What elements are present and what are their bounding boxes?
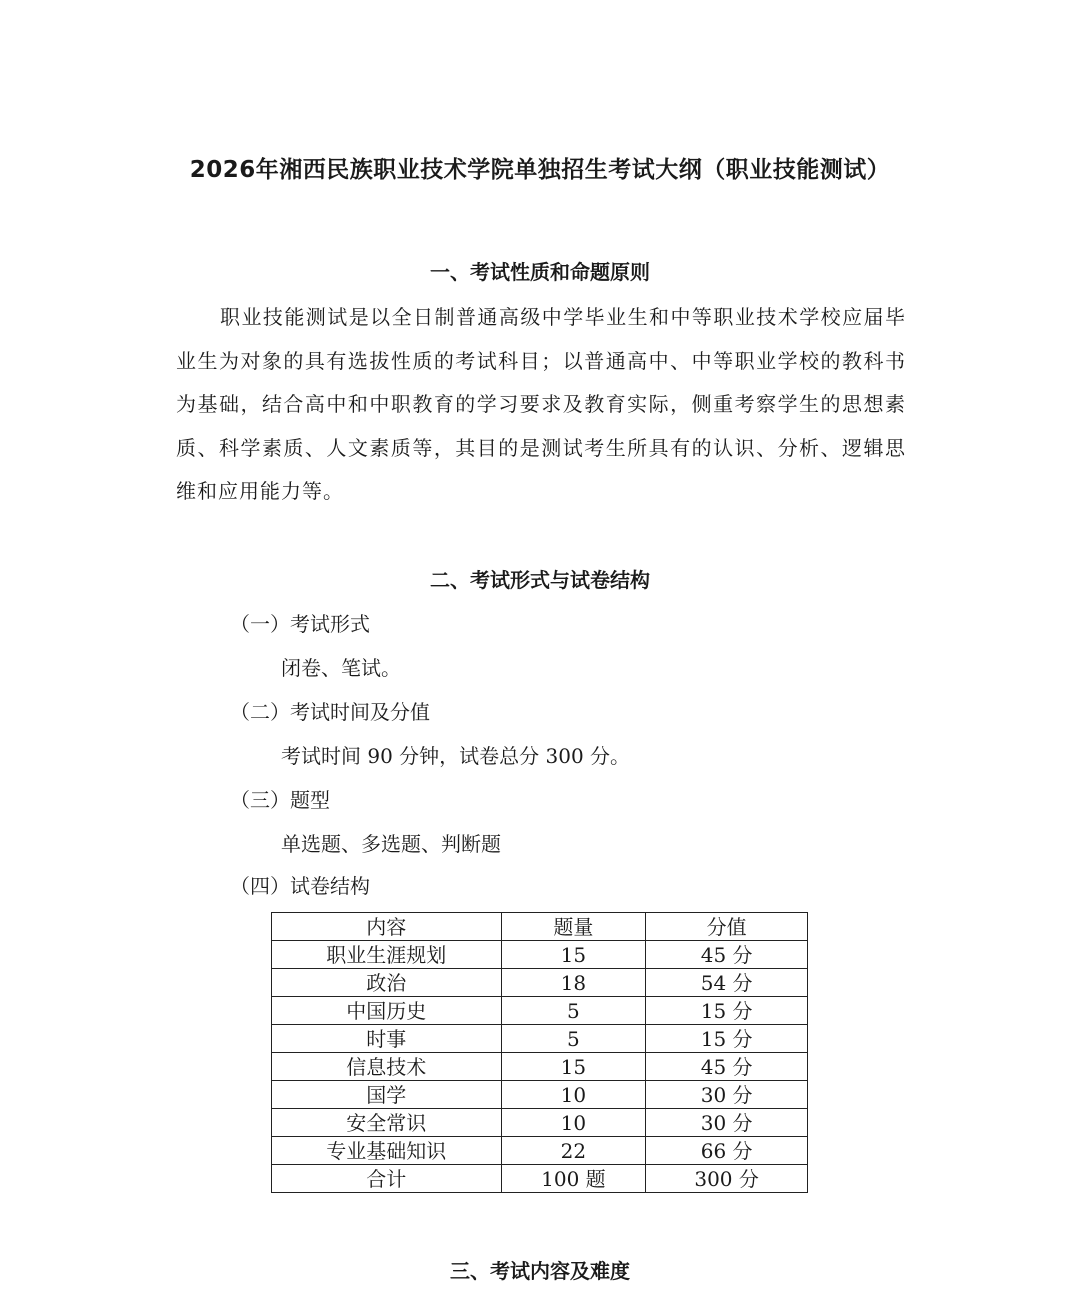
table-row [272,941,808,969]
subsection-heading-exam-form: （一）考试形式 [230,612,370,636]
table-cell-score: 66 分 [646,1137,808,1165]
table-cell-content: 中国历史 [272,997,502,1025]
table-header-row [272,913,808,941]
table-cell-count: 18 [501,969,646,997]
table-row [272,1137,808,1165]
table-cell-count: 5 [501,1025,646,1053]
table-cell-count: 100 题 [501,1165,646,1193]
section-heading-2: 二、考试形式与试卷结构 [430,568,650,592]
table-cell-score: 30 分 [646,1081,808,1109]
table-cell-score: 45 分 [646,1053,808,1081]
table-cell-content: 合计 [272,1165,502,1193]
table-cell-score: 15 分 [646,1025,808,1053]
table-cell-count: 15 [501,1053,646,1081]
table-cell-count: 10 [501,1081,646,1109]
table-cell-score: 300 分 [646,1165,808,1193]
table-cell-score: 30 分 [646,1109,808,1137]
table-row [272,1081,808,1109]
table-row [272,997,808,1025]
table-cell-content: 时事 [272,1025,502,1053]
intro-paragraph: 职业技能测试是以全日制普通高级中学毕业生和中等职业技术学校应届毕业生为对象的具有选拔性质的考试科目；以普通高中、中等职业学校的教科书为基础，结合高中和中职教育的学习要求及教育实际，侧重考察学生的思想素质、科学素质、人文素质等，其目的是测试考生所具有的认识、分析、逻辑思维和应用能力等。 [176,305,906,503]
subsection-body-exam-form: 闭卷、笔试。 [281,656,401,680]
table-cell-content: 信息技术 [272,1053,502,1081]
table-row [272,1109,808,1137]
table-row [272,969,808,997]
column-header-content: 内容 [272,913,502,941]
table-cell-score: 45 分 [646,941,808,969]
table-cell-content: 政治 [272,969,502,997]
paper-structure-table [271,912,808,1193]
table-cell-count: 15 [501,941,646,969]
document-title: 2026年湘西民族职业技术学院单独招生考试大纲（职业技能测试） [189,157,891,183]
subsection-body-question-types: 单选题、多选题、判断题 [281,832,501,856]
table-cell-content: 专业基础知识 [272,1137,502,1165]
table-cell-content: 职业生涯规划 [272,941,502,969]
section-heading-3: 三、考试内容及难度 [450,1259,630,1283]
table-cell-count: 22 [501,1137,646,1165]
table-row [272,1025,808,1053]
subsection-heading-exam-time: （二）考试时间及分值 [230,700,430,724]
section-heading-1: 一、考试性质和命题原则 [430,260,650,284]
table-cell-content: 安全常识 [272,1109,502,1137]
subsection-body-exam-time: 考试时间 90 分钟，试卷总分 300 分。 [281,744,631,768]
column-header-score: 分值 [646,913,808,941]
column-header-count: 题量 [501,913,646,941]
table-cell-score: 54 分 [646,969,808,997]
subsection-heading-paper-structure: （四）试卷结构 [230,874,370,898]
table-row [272,1053,808,1081]
subsection-heading-question-types: （三）题型 [230,788,330,812]
table-cell-count: 10 [501,1109,646,1137]
table-total-row [272,1165,808,1193]
table-cell-score: 15 分 [646,997,808,1025]
table-cell-content: 国学 [272,1081,502,1109]
table-cell-count: 5 [501,997,646,1025]
